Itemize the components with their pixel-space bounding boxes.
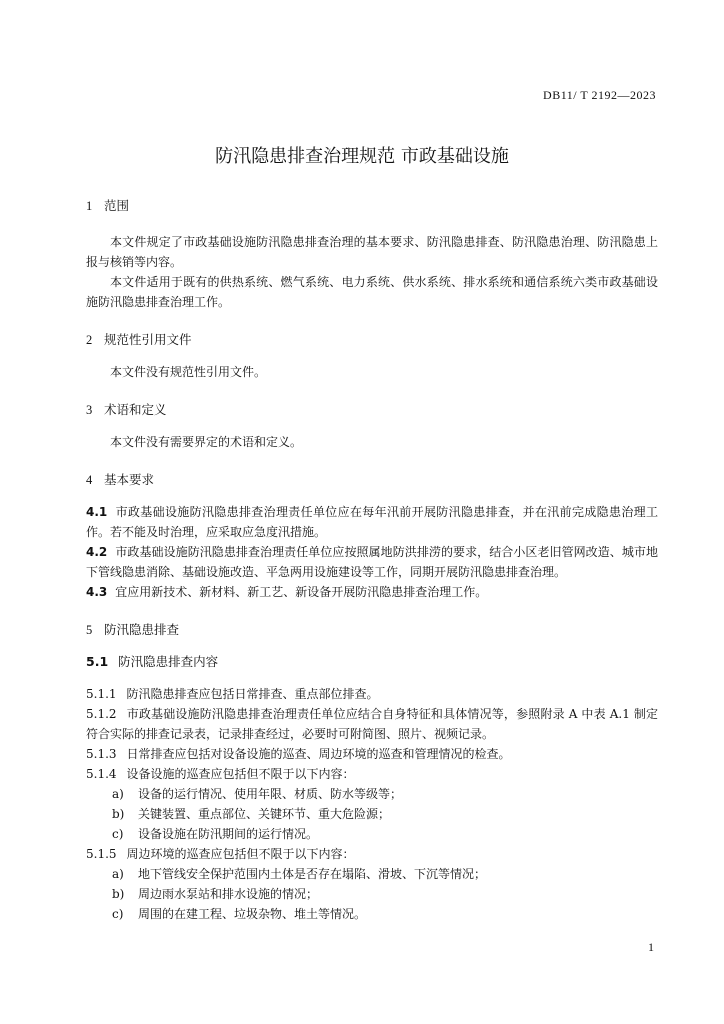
clause-text: 设备设施的巡查应包括但不限于以下内容： [126, 767, 355, 781]
clause-5-1-4 [86, 764, 658, 784]
section-2-paragraph: 本文件没有规范性引用文件。 [110, 365, 267, 379]
list-item-text: 关键装置、重点部位、关键环节、重大危险源； [138, 807, 391, 821]
list-item [86, 784, 658, 804]
clause-5-1-2 [86, 704, 658, 744]
section-title: 规范性引用文件 [104, 332, 192, 347]
list-marker: b) [112, 887, 125, 901]
document-body [86, 196, 658, 924]
page-number: 1 [648, 940, 654, 954]
clause-text: 防汛隐患排查应包括日常排查、重点部位排查。 [126, 687, 379, 701]
section-title: 术语和定义 [104, 402, 167, 417]
section-number: 2 [86, 333, 93, 347]
clause-number: 5.1.4 [86, 767, 117, 781]
list-item-text: 周围的在建工程、垃圾杂物、堆土等情况。 [138, 907, 367, 921]
list-marker: c) [112, 827, 124, 841]
list-item-text: 地下管线安全保护范围内土体是否存在塌陷、滑坡、下沉等情况； [138, 867, 487, 881]
clause-text: 宜应用新技术、新材料、新工艺、新设备开展防汛隐患排查治理工作。 [115, 585, 488, 599]
clause-number: 4.2 [86, 545, 108, 559]
list-marker: a) [112, 867, 124, 881]
list-item [86, 804, 658, 824]
section-title: 范围 [104, 198, 130, 213]
clause-4-1 [86, 502, 658, 542]
section-number: 3 [86, 403, 93, 417]
list-item [86, 904, 658, 924]
clause-4-3 [86, 582, 658, 602]
section-1-paragraph-1: 本文件规定了市政基础设施防汛隐患排查治理的基本要求、防汛隐患排查、防汛隐患治理、防汛隐患上报与核销等内容。 [86, 235, 658, 269]
clause-text: 市政基础设施防汛隐患排查治理责任单位应在每年汛前开展防汛隐患排查，并在汛前完成隐患治理工作。若不能及时治理，应采取应急度汛措施。 [86, 505, 658, 539]
clause-number: 5.1.2 [86, 707, 117, 721]
clause-5-1-1 [86, 684, 658, 704]
section-number: 1 [86, 199, 93, 213]
clause-number: 5.1.3 [86, 747, 117, 761]
clause-number: 5.1.5 [86, 847, 117, 861]
subsection-number: 5.1 [86, 654, 109, 669]
standard-code: DB11/ T 2192—2023 [543, 88, 656, 102]
clause-number: 4.3 [86, 585, 108, 599]
clause-text: 日常排查应包括对设备设施的巡查、周边环境的巡查和管理情况的检查。 [126, 747, 511, 761]
clause-number: 4.1 [86, 505, 108, 519]
clause-text: 周边环境的巡查应包括但不限于以下内容： [126, 847, 355, 861]
document-title: 防汛隐患排查治理规范 市政基础设施 [215, 146, 509, 167]
clause-text: 市政基础设施防汛隐患排查治理责任单位应结合自身特征和具体情况等，参照附录 A 中表 A.1 制定符合实际的排查记录表，记录排查经过，必要时可附简图、照片、视频记录。 [86, 707, 658, 741]
section-5-heading [86, 620, 658, 640]
section-3-heading [86, 400, 658, 420]
clause-5-1-5 [86, 844, 658, 864]
clause-number: 5.1.1 [86, 687, 117, 701]
list-marker: b) [112, 807, 125, 821]
list-item-text: 周边雨水泵站和排水设施的情况； [138, 887, 319, 901]
section-title: 基本要求 [104, 472, 155, 487]
list-item [86, 824, 658, 844]
list-marker: c) [112, 907, 124, 921]
clause-text: 市政基础设施防汛隐患排查治理责任单位应按照属地防洪排涝的要求，结合小区老旧管网改造、城市地下管线隐患消除、基础设施改造、平急两用设施建设等工作，同期开展防汛隐患排查治理。 [86, 545, 658, 579]
section-title: 防汛隐患排查 [104, 622, 180, 637]
list-item [86, 864, 658, 884]
section-1-heading [86, 196, 658, 216]
section-3-paragraph: 本文件没有需要界定的术语和定义。 [110, 435, 303, 449]
list-item-text: 设备设施在防汛期间的运行情况。 [138, 827, 319, 841]
list-item-text: 设备的运行情况、使用年限、材质、防水等级等； [138, 787, 403, 801]
list-item [86, 884, 658, 904]
section-4-heading [86, 470, 658, 490]
clause-4-2 [86, 542, 658, 582]
list-marker: a) [112, 787, 124, 801]
section-1-paragraph-2: 本文件适用于既有的供热系统、燃气系统、电力系统、供水系统、排水系统和通信系统六类市政基础设施防汛隐患排查治理工作。 [86, 275, 658, 309]
subsection-title: 防汛隐患排查内容 [118, 654, 219, 669]
section-2-heading [86, 330, 658, 350]
clause-5-1-3 [86, 744, 658, 764]
section-number: 5 [86, 623, 93, 637]
subsection-5-1-heading [86, 652, 658, 672]
section-number: 4 [86, 473, 93, 487]
